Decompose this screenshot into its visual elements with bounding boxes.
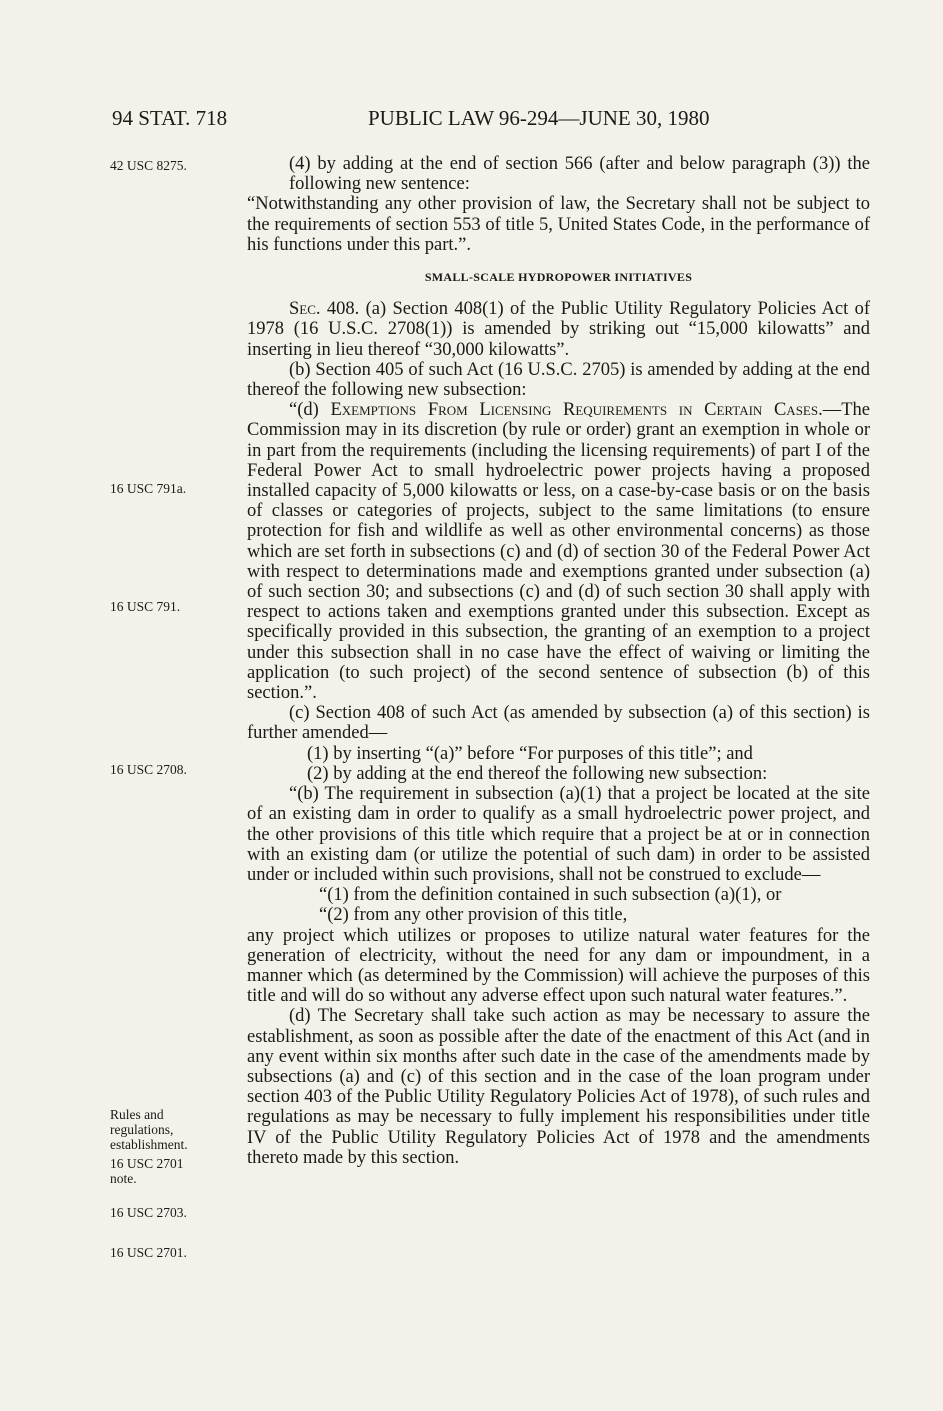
- paragraph-408d: (d) The Secretary shall take such action as may be necessary to assure the establishment, as soon as possible after the date of the enactment of this Act (and in any event within six months after such date in the case of the amendments made by subsections (a) and (c) of this section and in the case of the loan program under section 403 of the Public Utility Regulatory Policies Act of 1978), of such rules and regulations as may be necessary to fully implement his responsibilities under title IV of the Public Utility Regulatory Policies Act of 1978 and the amendments thereto made by this section.: [247, 1006, 870, 1168]
- subsection-d-text: —The Commission may in its discretion (by rule or order) grant an exemption in whole or in part from the requirements (including the licensing requirements) of part I of the Federal Power Act to small hydroelectric power projects having a proposed installed capacity of 5,000 kilowatts or less, on a case-by-case basis or on the basis of classes or categories of projects, subject to the same limitations (to ensure protection for fish and wildlife as well as other environmental concerns) as those which are set forth in subsections (c) and (d) of section 30 of the Federal Power Act with respect to determinations made and exemptions granted under subsection (a) of such section 30; and subsections (c) and (d) of such section 30 shall apply with respect to actions taken and exemptions granted under this subsection. Except as specifically provided in this subsection, the granting of an exemption to a project under this subsection shall in no case have the effect of waiving or limiting the application (to such project) of the second sentence of subsection (b) of this section.”.: [247, 400, 870, 704]
- subsection-d-caption: Exemptions From Licensing Requirements in Certain Cases.: [330, 400, 823, 421]
- margin-note-42usc8275: 42 USC 8275.: [110, 158, 187, 173]
- margin-note-16usc2701-note: 16 USC 2701 note.: [110, 1156, 184, 1186]
- paragraph-c-1: (1) by inserting “(a)” before “For purposes of this title”; and: [307, 743, 753, 764]
- paragraph-subsection-b: “(b) The requirement in subsection (a)(1) that a project be located at the site of an existing dam in order to qualify as a small hydroelectric power project, and the other provisions of this title which require that a project be at or in connection with an existing dam (or utilize the potential of such dam) in order to be assisted under or included within such provisions, shall not be construed to exclude—: [247, 784, 870, 885]
- statute-body: [247, 154, 870, 1168]
- paragraph-408c: (c) Section 408 of such Act (as amended by subsection (a) of this section) is further amended—: [247, 703, 870, 744]
- paragraph-b-2: “(2) from any other provision of this title,: [319, 905, 628, 926]
- sec-label: Sec.: [289, 299, 321, 320]
- margin-note-16usc791: 16 USC 791.: [110, 599, 181, 614]
- paragraph-408b: (b) Section 405 of such Act (16 U.S.C. 2705) is amended by adding at the end thereof the following new subsection:: [247, 359, 870, 401]
- stat-page-number: 94 STAT. 718: [112, 106, 228, 130]
- paragraph-4-amendment: (4) by adding at the end of section 566 (after and below paragraph (3)) the following new sentence:: [289, 154, 870, 195]
- paragraph-subsection-d: [247, 400, 870, 703]
- paragraph-sec-408a: [247, 299, 870, 360]
- paragraph-notwithstanding: “Notwithstanding any other provision of law, the Secretary shall not be subject to the requirements of section 553 of title 5, United States Code, in the performance of his functions under this part.”.: [247, 194, 870, 255]
- paragraph-any-project: any project which utilizes or proposes to utilize natural water features for the generation of electricity, without the need for any dam or impoundment, in a manner which (as determined by the Commission) will achieve the purposes of this title and will do so without any adverse effect upon such natural water features.”.: [247, 925, 870, 1007]
- running-head-title: PUBLIC LAW 96-294—JUNE 30, 1980: [368, 106, 710, 130]
- margin-note-16usc2703: 16 USC 2703.: [110, 1205, 187, 1220]
- margin-note-16usc2701: 16 USC 2701.: [110, 1245, 187, 1260]
- margin-note-rules-regulations: Rules and regulations, establishment.: [110, 1107, 188, 1152]
- margin-note-16usc2708: 16 USC 2708.: [110, 762, 187, 777]
- paragraph-b-1: “(1) from the definition contained in such subsection (a)(1), or: [319, 885, 782, 906]
- paragraph-c-2: (2) by adding at the end thereof the following new subsection:: [307, 763, 768, 784]
- subsection-d-open: “(d): [289, 400, 331, 421]
- margin-note-16usc791a: 16 USC 791a.: [110, 481, 187, 496]
- sec-408a-text: 408. (a) Section 408(1) of the Public Utility Regulatory Policies Act of 1978 (16 U.S.C. 2708(1)) is amended by striking out “15,000 kilowatts” and inserting in lieu thereof “30,000 kilowatts”.: [247, 299, 870, 360]
- section-heading: SMALL-SCALE HYDROPOWER INITIATIVES: [424, 270, 693, 285]
